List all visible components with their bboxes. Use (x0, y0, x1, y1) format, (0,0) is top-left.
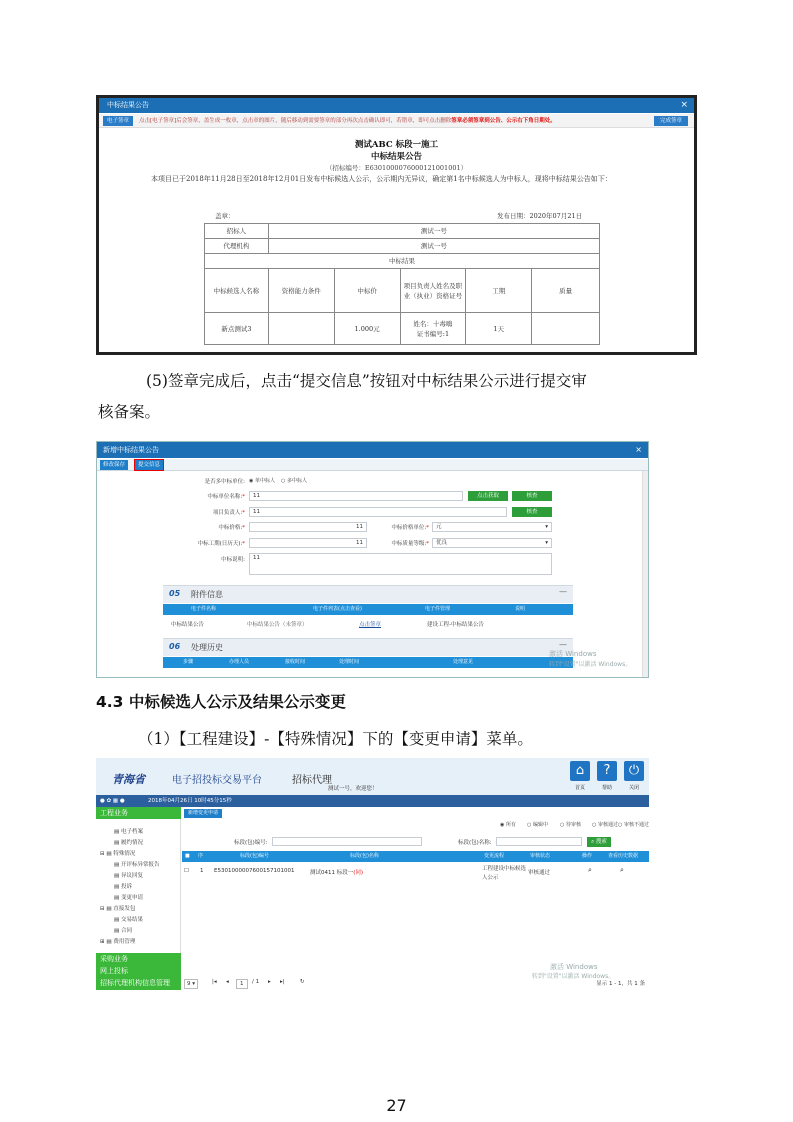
manager-cert: 证书编号:1 (416, 329, 450, 338)
unit-label-text: 中标价格单位: (391, 525, 427, 531)
radio-label: 审核不通过 (623, 822, 649, 828)
col-code: 标段(包)编号 (240, 853, 269, 859)
row-index: 1 (200, 868, 204, 874)
desc-label: 中标说明: (221, 557, 245, 563)
sidebar-group-agency[interactable]: 招标代理机构信息管理 (96, 977, 181, 990)
section-number: 05 (169, 589, 181, 598)
val-capability (268, 313, 334, 345)
col-receive-time: 接收时间 (285, 659, 306, 665)
col-capability: 资格能力条件 (268, 269, 334, 313)
sign-notice-text: 点击[电子签章]后会签章，盖生成一枚章，点击章的图片，随后移动到需要签章的部分再次点击确认即可，若错章，即可点击删除 (139, 118, 452, 124)
tree-item-label: 履约情况 (120, 840, 143, 846)
sign-notice (139, 116, 556, 126)
doc-number: （招标编号：E6301000076000121001001） (325, 164, 468, 172)
filter-radio-rejected[interactable]: ○ 审核不通过 (618, 822, 649, 828)
tree-item[interactable]: ▤ 履约情况 (114, 840, 143, 846)
tenderer-value: 测试一号 (268, 224, 599, 239)
col-action: 操作 (582, 853, 593, 859)
tree-item[interactable]: ▤ 合同 (114, 928, 132, 934)
col-flow: 变更流程 (484, 853, 505, 859)
section-title: 处理历史 (191, 643, 223, 652)
radio-single-label: 单中标人 (254, 478, 275, 484)
windows-watermark-sub: 转到"设置"以激活 Windows。 (549, 661, 632, 668)
tree-item[interactable]: ▤ 开评标异常报告 (114, 862, 160, 868)
section-heading-4-3: 4.3 中标候选人公示及结果公示变更 (96, 693, 346, 711)
val-quality (532, 313, 600, 345)
val-candidate: 新点测试3 (205, 313, 269, 345)
collapse-icon[interactable]: — (559, 640, 567, 649)
quality-value: 优良 (436, 540, 448, 546)
pager (96, 978, 649, 990)
desc-textarea[interactable]: 11 (249, 553, 552, 575)
logo-province: 青海省 (112, 773, 145, 786)
verify-manager-button[interactable]: 核查 (512, 507, 552, 517)
tree-item-label: 异议回复 (120, 873, 143, 879)
help-label: 帮助 (601, 785, 612, 791)
page-number: 27 (386, 1096, 407, 1115)
manager-input[interactable]: 11 (249, 507, 507, 517)
home-label: 首页 (574, 785, 585, 791)
stamp-label: 盖章： (215, 212, 235, 220)
unit-select[interactable] (432, 522, 552, 532)
period-label-text: 中标工期(日历天): (197, 541, 243, 547)
home-icon[interactable]: ⌂ (570, 761, 590, 781)
val-manager (400, 313, 466, 345)
sidebar (96, 807, 181, 990)
search-code-label: 标段(包)编号: (234, 840, 268, 846)
page-input[interactable]: 1 (236, 979, 248, 989)
doc-title: 测试ABC 标段一施工 (354, 140, 439, 150)
power-icon[interactable]: ⏻ (624, 761, 644, 781)
col-index: 序 (198, 853, 204, 859)
sign-link[interactable]: 点击签章 (359, 622, 382, 628)
unit-label (373, 523, 429, 531)
sidebar-group-purchase[interactable]: 采购业务 (96, 953, 181, 965)
search-code-input[interactable] (272, 837, 422, 846)
col-opinion: 处理意见 (453, 659, 474, 665)
tree-item-label: 直接发包 (113, 906, 136, 912)
quality-label (373, 539, 429, 547)
unit-value: 元 (436, 524, 442, 530)
verify-winner-button[interactable]: 核查 (512, 491, 552, 501)
col-file-manage: 电子件管理 (425, 606, 451, 612)
search-name-input[interactable] (496, 837, 582, 846)
welcome-text: 测试一号，欢迎您！ (328, 786, 378, 792)
platform-header (96, 758, 649, 795)
collapse-icon[interactable]: — (559, 587, 567, 596)
col-step: 步骤 (183, 659, 194, 665)
tree-item-label: 开评标异常报告 (120, 862, 160, 868)
filter-radio-editing[interactable]: ○ 编辑中 (527, 822, 548, 828)
search-button[interactable] (587, 837, 611, 847)
screenshot-bid-result-announcement (96, 95, 697, 355)
submit-info-button[interactable]: 提交信息 (134, 459, 164, 471)
col-process-time: 处理时间 (339, 659, 360, 665)
price-input[interactable]: 11 (249, 522, 367, 532)
tree-item[interactable]: ▤ 交易结果 (114, 917, 143, 923)
required-icon: * (242, 525, 245, 531)
radio-selected-icon: ◉ (249, 478, 254, 484)
section-title: 附件信息 (191, 590, 223, 599)
quality-label-text: 中标质量等级: (391, 541, 427, 547)
row-name[interactable] (310, 868, 363, 876)
manager-label (157, 508, 245, 516)
tree-item[interactable]: ▤ 电子档案 (114, 829, 143, 835)
screenshot-change-request (96, 758, 649, 990)
finish-sign-button[interactable]: 完成签章 (654, 116, 688, 126)
col-period: 工期 (466, 269, 532, 313)
required-icon: * (426, 541, 429, 547)
attachment-table-header (163, 604, 573, 615)
nav-bar (96, 795, 649, 807)
winner-label (157, 492, 245, 500)
col-file-name: 电子件名称 (191, 606, 217, 612)
windows-watermark: 激活 Windows (549, 650, 597, 658)
help-icon[interactable]: ? (597, 761, 617, 781)
last-page-icon[interactable]: ▸| (280, 979, 285, 985)
nav-icons[interactable]: ● ✿ ▦ ● (100, 798, 125, 804)
view-icon[interactable]: ⌕ (588, 866, 592, 874)
doc-body: 本项目已于2018年11月28日至2018年12月01日发布中标候选人公示，公示期内无异议，确定第1名中标候选人为中标人，现将中标结果公告如下： (151, 175, 612, 183)
first-page-icon[interactable]: |◂ (212, 979, 217, 985)
agency-value: 测试一号 (268, 239, 599, 254)
radio-single[interactable] (249, 477, 275, 484)
col-handler: 办理人员 (229, 659, 250, 665)
logo-platform: 电子招投标交易平台 (172, 775, 262, 786)
history-view-icon[interactable]: ⌕ (620, 866, 624, 874)
radio-label: 审核通过 (597, 822, 618, 828)
col-quality: 质量 (532, 269, 600, 313)
filter-radio-approved[interactable]: ○ 审核通过 (592, 822, 618, 828)
prev-page-icon[interactable]: ◂ (226, 979, 229, 985)
close-label: 关闭 (628, 785, 639, 791)
tree-item-label: 电子档案 (120, 829, 143, 835)
col-history: 查看历史数据 (608, 853, 639, 859)
table-header (182, 851, 649, 862)
page-summary: 显示 1 - 1，共 1 条 (596, 981, 645, 987)
col-file-desc: 说明 (515, 606, 526, 612)
paragraph-step1: （1）【工程建设】-【特殊情况】下的【变更申请】菜单。 (138, 730, 533, 748)
required-icon: * (242, 494, 245, 500)
agency-label: 代理机构 (205, 239, 269, 254)
sign-notice-emphasis: 签章必须签章到公告、公示右下角日期处。 (451, 118, 556, 124)
section-number: 06 (169, 642, 181, 651)
window-title: 中标结果公告 (99, 98, 694, 113)
radio-label: 所有 (505, 822, 516, 828)
row-name-text: 测试0411 标段一 (310, 870, 354, 876)
attachment-desc: 建设工程-中标结果公告 (427, 622, 484, 628)
price-label (157, 523, 245, 531)
paragraph-step5-line1: (5)签章完成后，点击“提交信息”按钮对中标结果公示进行提交审 (146, 372, 587, 390)
page-total: / 1 (252, 979, 260, 985)
doc-subtitle: 中标结果公告 (370, 152, 422, 162)
col-file-list: 电子件列表(点击查看) (313, 606, 362, 612)
next-page-icon[interactable]: ▸ (268, 979, 271, 985)
manager-name: 姓名：十毒嗨 (413, 319, 453, 328)
screenshot-new-bid-result (96, 441, 649, 678)
page-size-value: 9 (187, 981, 191, 987)
history-table-header (163, 657, 573, 668)
paragraph-step5-line2: 核备案。 (98, 403, 161, 421)
col-manager: 项目负责人姓名及职业（执业）资格证号 (400, 269, 466, 313)
col-name: 标段(包)名称 (350, 853, 379, 859)
row-checkbox[interactable]: ☐ (184, 868, 189, 874)
period-input[interactable]: 11 (249, 538, 367, 548)
radio-label: 待审核 (565, 822, 581, 828)
search-button-label: 搜索 (595, 839, 607, 845)
search-icon: ⌕ (591, 839, 595, 845)
close-icon[interactable]: × (635, 445, 642, 454)
col-candidate: 中标候选人名称 (205, 269, 269, 313)
filter-radio-all[interactable]: ◉ 所有 (500, 822, 516, 828)
result-table (204, 223, 600, 345)
val-price: 1.000元 (334, 313, 400, 345)
radio-multi[interactable] (281, 477, 307, 484)
toolbar (97, 459, 648, 471)
publish-date: 发布日期：2020年07月21日 (497, 212, 583, 220)
tree-folder[interactable]: ⊞ ▤ 费用管理 (100, 939, 136, 945)
multi-winner-label: 是否多中标单位: (204, 479, 245, 485)
required-icon: * (242, 510, 245, 516)
close-icon[interactable]: × (680, 100, 688, 110)
search-name-label: 标段(包)名称: (458, 840, 492, 846)
tree-item[interactable]: ▤ 投诉 (114, 884, 132, 890)
scrollbar[interactable] (642, 471, 648, 678)
tree-folder[interactable]: ⊟ ▤ 直接发包 (100, 906, 136, 912)
page-size-select[interactable]: 9 ▾ (184, 979, 198, 989)
tree-item-label: 变更申请 (120, 895, 143, 901)
row-flow: 工程建设中标候选人公示 (482, 866, 527, 881)
tree-item-label: 费用管理 (113, 939, 136, 945)
windows-watermark: 激活 Windows (550, 963, 598, 971)
tree-item-change-request[interactable]: ▤ 变更申请 (114, 895, 143, 901)
quality-select[interactable] (432, 538, 552, 548)
save-button[interactable]: 修改保存 (100, 460, 128, 470)
row-code: E5301000007600157101001 (214, 868, 295, 874)
refresh-icon[interactable]: ↻ (300, 979, 305, 985)
window-title: 新增中标结果公告 (97, 442, 648, 458)
period-label (157, 539, 245, 547)
sidebar-group-engineering[interactable]: 工程业务 (96, 807, 181, 819)
row-status: 审核通过 (528, 870, 551, 876)
radio-label: 编辑中 (532, 822, 548, 828)
val-period: 1天 (466, 313, 532, 345)
windows-watermark-sub: 转到"设置"以激活 Windows。 (532, 973, 615, 980)
tenderer-label: 招标人 (205, 224, 269, 239)
price-label-text: 中标价格: (218, 525, 243, 531)
tree-folder[interactable]: ⊟ ▤ 特殊情况 (100, 851, 136, 857)
logo-role: 招标代理 (292, 775, 332, 786)
chevron-down-icon: ▾ (545, 540, 548, 546)
new-change-request-button[interactable]: 新增变更申请 (184, 809, 222, 818)
datetime: 2018年04月26日 10时45分15秒 (148, 798, 232, 804)
result-header: 中标结果 (205, 254, 600, 269)
attachment-section-header (163, 585, 573, 603)
required-icon: * (242, 541, 245, 547)
history-section-header (163, 638, 573, 656)
sign-toolbar (99, 114, 694, 128)
select-unit-button[interactable]: 点击获取 (468, 491, 508, 501)
winner-label-text: 中标单位名称: (207, 494, 243, 500)
col-status: 审核状态 (530, 853, 551, 859)
tree-item[interactable]: ▤ 异议回复 (114, 873, 143, 879)
tree-item-label: 投诉 (120, 884, 132, 890)
attachment-file-link[interactable]: 中标结果公告（未签章） (247, 622, 308, 628)
chevron-down-icon: ▾ (545, 524, 548, 530)
row-name-tag: (同) (353, 870, 364, 876)
filter-radio-pending[interactable]: ○ 待审核 (560, 822, 581, 828)
tree-item-label: 特殊情况 (113, 851, 136, 857)
tree-item-label: 交易结果 (120, 917, 143, 923)
select-all-checkbox[interactable]: ■ (185, 853, 190, 859)
winner-input[interactable]: 11 (249, 491, 463, 501)
col-price: 中标价 (334, 269, 400, 313)
attachment-name: 中标结果公告 (171, 622, 205, 628)
manager-label-text: 项目负责人: (212, 510, 243, 516)
required-icon: * (426, 525, 429, 531)
radio-empty-icon: ○ (281, 478, 286, 484)
sidebar-group-online-bid[interactable]: 网上投标 (96, 965, 181, 977)
main-content (182, 807, 649, 990)
radio-multi-label: 多中标人 (286, 478, 307, 484)
electronic-sign-button[interactable]: 电子签章 (103, 116, 133, 126)
tree-item-label: 合同 (120, 928, 132, 934)
